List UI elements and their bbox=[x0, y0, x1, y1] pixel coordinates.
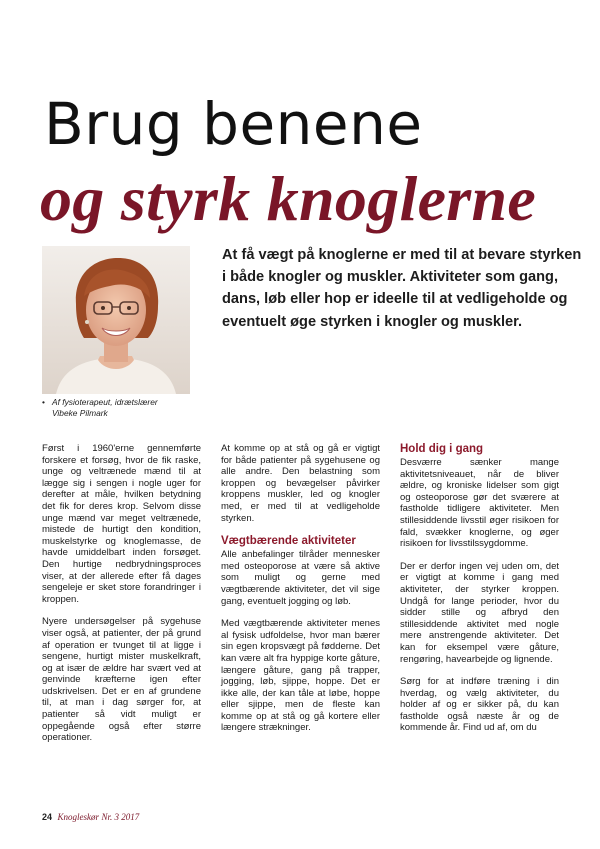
paragraph: At komme op at stå og gå er vigtigt for både patienter på sygehusene og alle andre. Den belastning som kroppen og bevægelser påvirker kroppens muskler, led og knogler med, er med til at vedligeholde styrken. bbox=[221, 443, 380, 524]
caption-line-2: Vibeke Pilmark bbox=[52, 407, 108, 418]
issue-label: Nr. 3 2017 bbox=[101, 812, 140, 822]
page-number: 24 bbox=[42, 812, 53, 822]
article-column-3 bbox=[400, 443, 559, 745]
headline-line-2: og styrk knoglerne bbox=[40, 163, 537, 234]
author-portrait bbox=[42, 246, 190, 394]
paragraph: Der er derfor ingen vej uden om, det er vigtigt at komme i gang med aktiviteter, der styrker kroppen. Undgå for lange perioder, hvor du sidder stille og afbryd den stillesiddende aktivitet med nogle mere anstrengende aktiviteter. Det kan for eksempel være gåture, rengøring, havearbejde og lignende. bbox=[400, 560, 559, 665]
article-column-1 bbox=[42, 443, 201, 755]
article-column-2 bbox=[221, 443, 380, 745]
caption-bullet: • bbox=[42, 397, 45, 407]
caption-line-1: Af fysioterapeut, idrætslærer bbox=[52, 397, 158, 407]
paragraph: Med vægtbærende aktiviteter menes al fysisk udfoldelse, hvor man bærer sin egen kropsvægt på fødderne. Det kan være alt fra hyppige korte gåture, længere gåture, gang på trapper, jogging, løb, sjippe, hoppe. Det er ikke alle, der kan tåle at løbe, hoppe eller sjippe, men de fleste kan komme op at stå og gå kortere eller længere strækninger. bbox=[221, 618, 380, 734]
page-footer bbox=[42, 812, 139, 822]
paragraph: Alle anbefalinger tilråder mennesker med osteoporose at være så aktive som muligt og gerne med vægtbærende aktiviteter, det vil sige gang, eventuelt jogging og løb. bbox=[221, 549, 380, 607]
author-caption bbox=[42, 397, 212, 418]
section-heading: Hold dig i gang bbox=[400, 443, 484, 455]
paragraph: Nyere undersøgelser på sygehuse viser også, at patienter, der på grund af operation er tvunget til at ligge i sengene, hurtigt mister muskelkraft, og at især de ældre har svært ved at genvinde kræfterne igen efter udskrivelsen. Det er en af grundene til, at man i dag sørger for, at patienter så vidt muligt er oppegående også efter større operationer. bbox=[42, 616, 201, 744]
paragraph: Først i 1960'erne gennemførte forskere et forsøg, hvor de fik raske, unge og veltrænede mænd til at lægge sig i sengen i nogle uger for derefter at måle, hvilken betydning det fik for deres krop. Selvom disse unge mænd var meget veltrænede, mistede de hurtigt den kondition, muskelstyrke og knoglemasse, de havde umiddelbart inden forsøget. Den hurtige nedbrydningsproces viser, at der allerede efter få dages sengeleje er sket store forandringer i kroppen. bbox=[42, 443, 201, 605]
lead-paragraph: At få vægt på knoglerne er med til at bevare styrken i både knogler og muskler. Aktiviteter som gang, dans, løb eller hop er ideelle til at vedligeholde og eventuelt øge styrken i knogler og muskler. bbox=[222, 247, 582, 330]
section-heading: Vægtbærende aktiviteter bbox=[221, 535, 356, 548]
paragraph: Sørg for at indføre træning i din hverdag, og vælg aktiviteter, du holder af og er sikker på, du kan fastholde også næste år og de kommende år. Find ud af, om du bbox=[400, 676, 559, 734]
headline-line-1: Brug benene bbox=[44, 90, 423, 158]
paragraph: Desværre sænker mange aktivitetsniveauet, når de bliver ældre, og kroniske lidelser som gigt og osteoporose gør det sværere at fastholde tidligere aktiviteter. Men stillesiddende livsstil øger risikoen for fald, svækker knoglerne, og øger risikoen for livsstilssygdomme. bbox=[400, 457, 559, 550]
magazine-name: Knogleskør bbox=[57, 812, 100, 822]
